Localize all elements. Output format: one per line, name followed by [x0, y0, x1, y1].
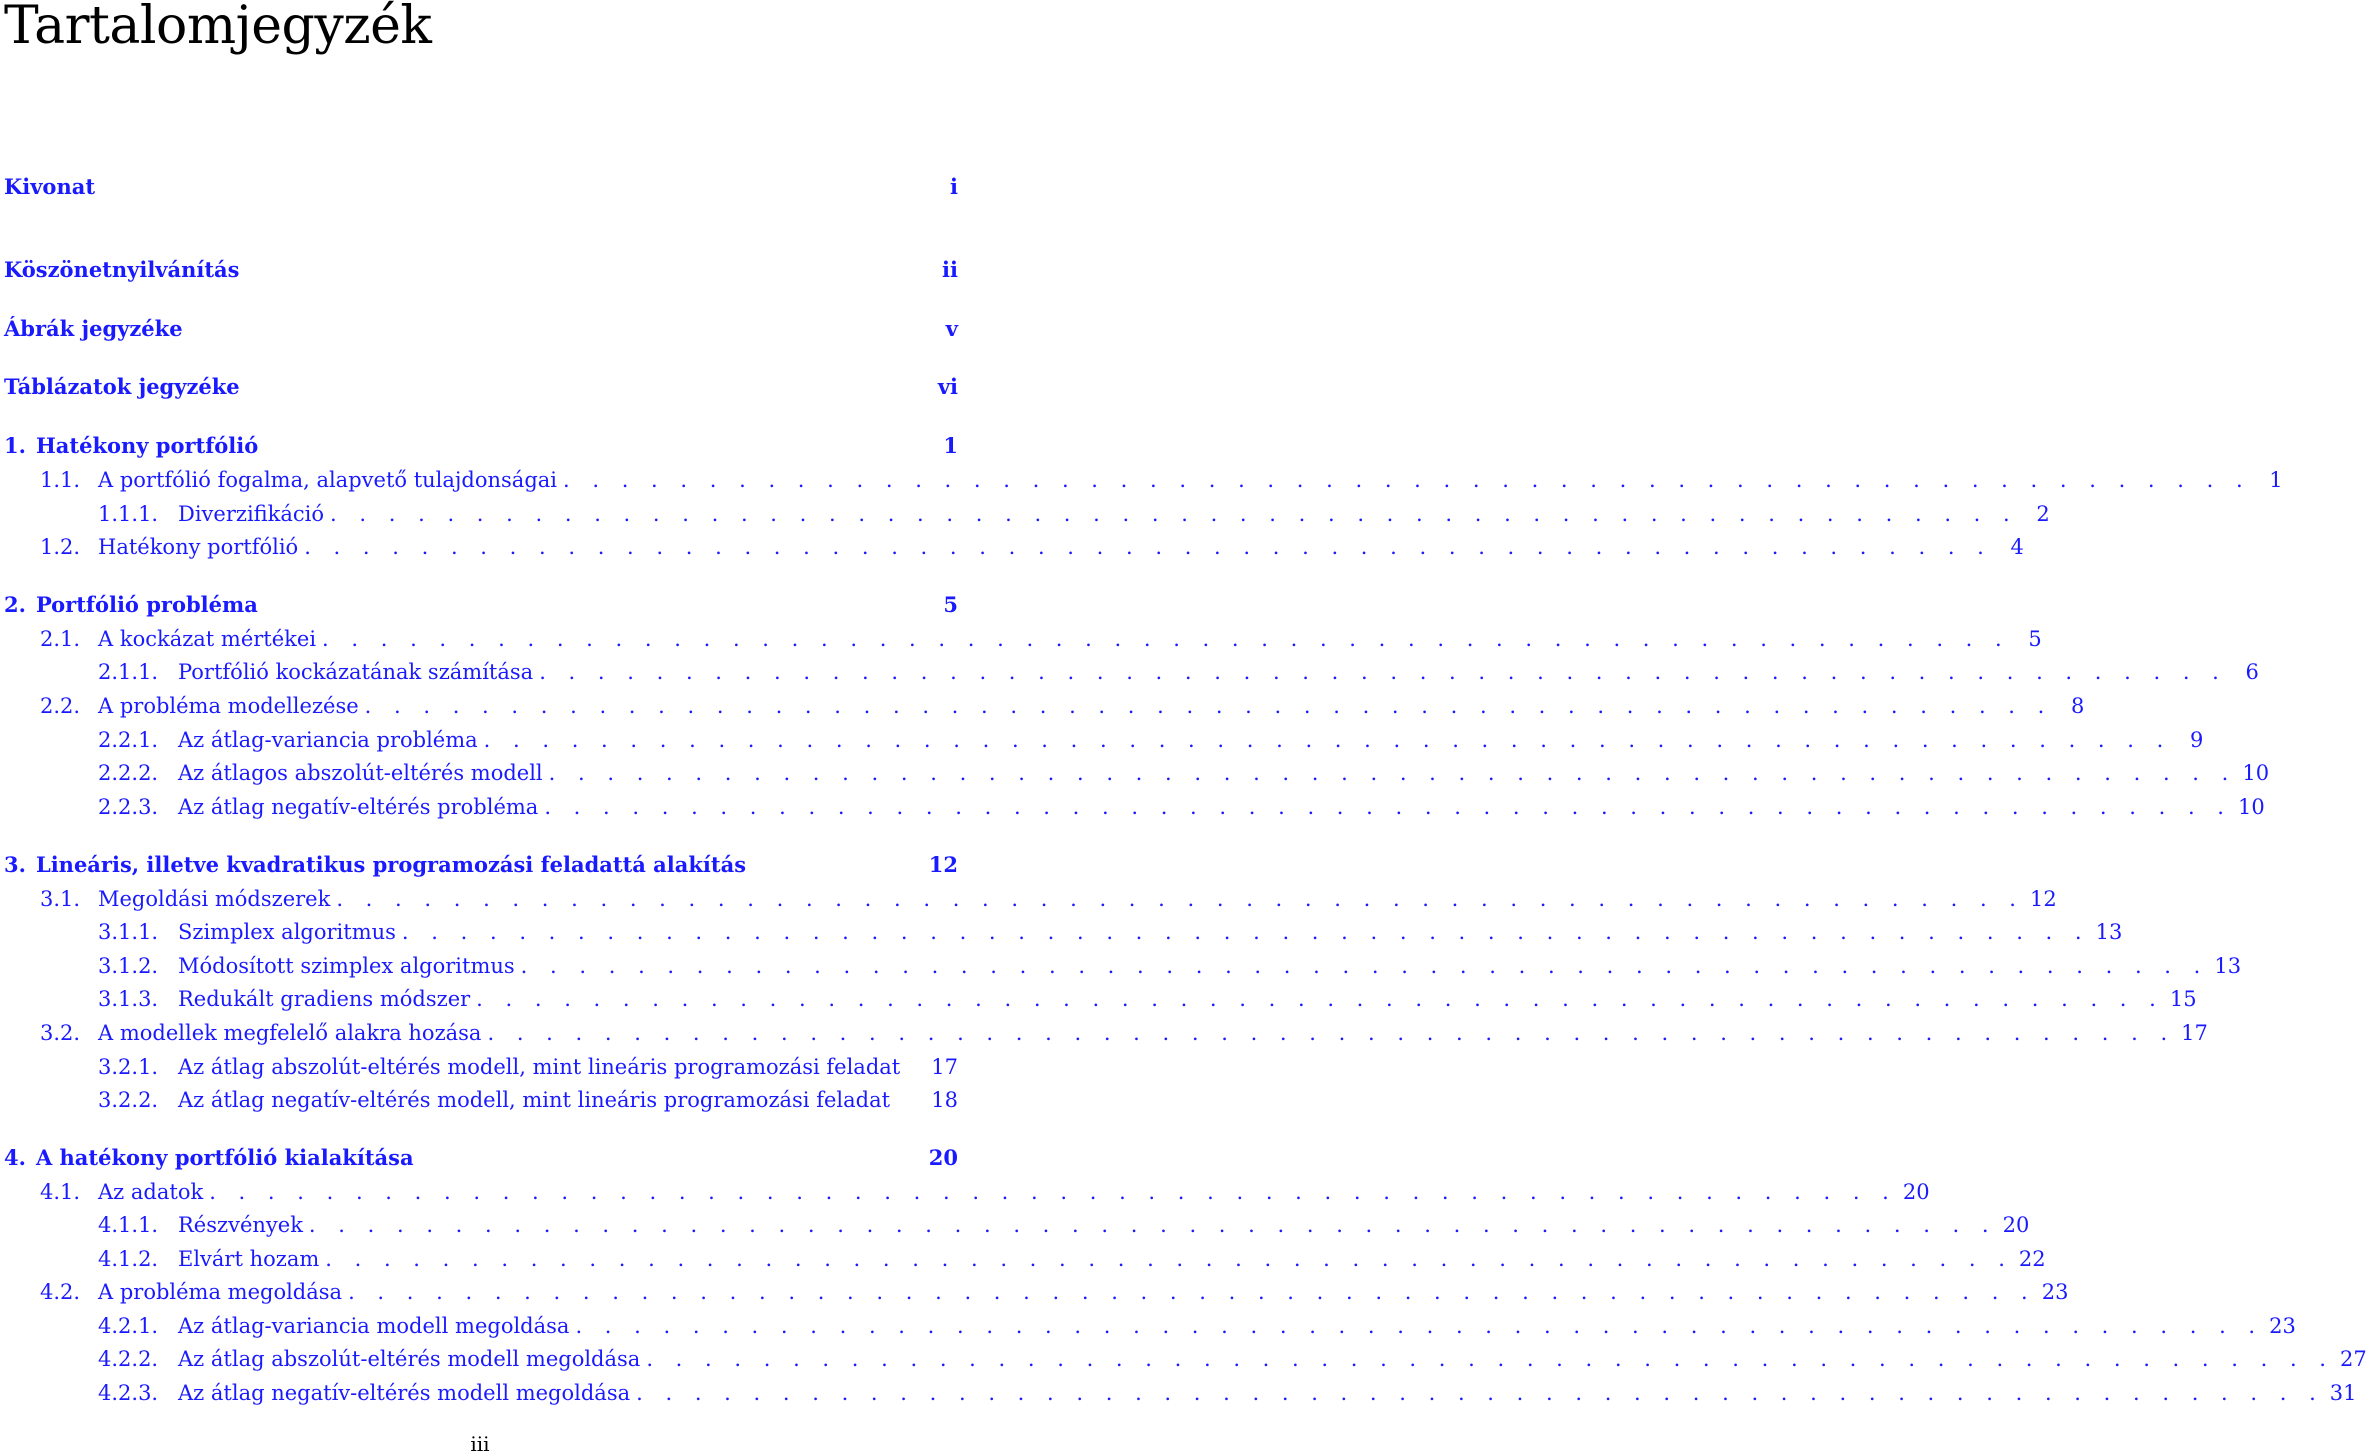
- toc-dot-leader: . . . . . . . . . . . . . . . . . . . . . . . . . . . . . . . . . . . . . . . . . . . . . . . . . . . . . . . . . .: [563, 468, 2251, 492]
- toc-dot-leader: . . . . . . . . . . . . . . . . . . . . . . . . . . . . . . . . . . . . . . . . . . . . . . . . . . . . . . . . . .: [483, 728, 2172, 752]
- toc-dot-leader: . . . . . . . . . . . . . . . . . . . . . . . . . . . . . . . . . . . . . . . . . . . . . . . . . . . . . . . . . .: [476, 987, 2164, 1011]
- toc-entry-label: A probléma modellezése: [98, 694, 359, 718]
- toc-entry-number: 4.2.3.: [98, 1381, 159, 1405]
- toc-entry-number: 4.2.1.: [98, 1314, 159, 1338]
- toc-entry-number: 2.2.: [40, 694, 81, 718]
- toc-entry-page: 13: [2095, 920, 2123, 944]
- toc-section-3-2[interactable]: [4, 1018, 2208, 1048]
- toc-entry-page: 12: [2030, 887, 2057, 911]
- toc-entry-page: 17: [2181, 1021, 2208, 1045]
- toc-entry-label: Megoldási módszerek: [98, 887, 331, 911]
- toc-subsection-3-2-1[interactable]: [4, 1052, 958, 1082]
- toc-subsection-2-2-2[interactable]: [4, 758, 2270, 788]
- toc-entry-label: A kockázat mértékei: [98, 627, 317, 651]
- toc-entry-page: v: [945, 316, 958, 341]
- toc-subsection-4-2-1[interactable]: [4, 1311, 2296, 1341]
- toc-entry-page: 23: [2041, 1280, 2069, 1304]
- toc-entry-number: 2.2.2.: [98, 761, 159, 785]
- toc-entry-tablazatok-jegyzeke[interactable]: [4, 372, 958, 402]
- toc-entry-page: 4: [2010, 535, 2024, 559]
- toc-entry-number: 2.2.1.: [98, 728, 159, 752]
- toc-subsection-3-1-1[interactable]: [4, 917, 2123, 947]
- toc-entry-abrak-jegyzeke[interactable]: [4, 314, 958, 344]
- toc-entry-number: 3.: [4, 852, 26, 877]
- toc-entry-number: 4.2.: [40, 1280, 81, 1304]
- toc-dot-leader: . . . . . . . . . . . . . . . . . . . . . . . . . . . . . . . . . . . . . . . . . . . . . . . . . . . . . . . . . .: [308, 1213, 1997, 1237]
- toc-subsection-4-2-3[interactable]: [4, 1378, 2357, 1408]
- toc-entry-number: 3.1.2.: [98, 954, 159, 978]
- toc-dot-leader: . . . . . . . . . . . . . . . . . . . . . . . . . . . . . . . . . . . . . . . . . . . . . . . . . . . . . . . . . .: [325, 1247, 2013, 1271]
- toc-entry-label: A modellek megfelelő alakra hozása: [98, 1021, 482, 1045]
- toc-entry-label: Az átlagos abszolút-eltérés modell: [178, 761, 543, 785]
- toc-subsection-3-1-2[interactable]: [4, 951, 2242, 981]
- toc-entry-page: 20: [928, 1145, 958, 1170]
- toc-entry-page: 15: [2169, 987, 2197, 1011]
- toc-entry-label: Az átlag abszolút-eltérés modell megoldása: [178, 1347, 641, 1371]
- toc-dot-leader: . . . . . . . . . . . . . . . . . . . . . . . . . . . . . . . . . . . . . . . . . . . . . . . . . . . . . . . . . .: [364, 694, 2053, 718]
- toc-section-4-1[interactable]: [4, 1177, 1930, 1207]
- toc-subsection-4-2-2[interactable]: [4, 1344, 2367, 1374]
- toc-entry-page: 12: [928, 852, 958, 877]
- toc-chapter-4[interactable]: [4, 1143, 958, 1173]
- toc-chapter-2[interactable]: [4, 590, 958, 620]
- toc-chapter-1[interactable]: [4, 431, 958, 461]
- toc-entry-page: 5: [943, 592, 958, 617]
- toc-dot-leader: . . . . . . . . . . . . . . . . . . . . . . . . . . . . . . . . . . . . . . . . . . . . . . . . . . . . . . . . . .: [322, 627, 2010, 651]
- toc-chapter-3[interactable]: [4, 850, 958, 880]
- toc-entry-page: vi: [937, 374, 958, 399]
- toc-entry-label: Ábrák jegyzéke: [4, 316, 183, 341]
- toc-entry-page: ii: [942, 257, 958, 282]
- toc-entry-page: 22: [2018, 1247, 2046, 1271]
- toc-entry-label: Az adatok: [98, 1180, 204, 1204]
- toc-entry-number: 1.1.: [40, 468, 81, 492]
- toc-entry-page: 20: [1902, 1180, 1930, 1204]
- toc-entry-number: 4.2.2.: [98, 1347, 159, 1371]
- toc-subsection-4-1-2[interactable]: [4, 1244, 2046, 1274]
- toc-entry-number: 2.2.3.: [98, 795, 159, 819]
- toc-entry-label: Diverzifikáció: [178, 502, 325, 526]
- toc-dot-leader: . . . . . . . . . . . . . . . . . . . . . . . . . . . . . . . . . . . . . . . . . . . . . . . . . . . . . . . . . .: [348, 1280, 2036, 1304]
- toc-subsection-2-2-3[interactable]: [4, 792, 2265, 822]
- toc-entry-label: Redukált gradiens módszer: [178, 987, 471, 1011]
- toc-entry-label: Portfólió probléma: [35, 592, 258, 617]
- toc-entry-number: 1.2.: [40, 535, 81, 559]
- toc-entry-number: 2.: [4, 592, 26, 617]
- toc-entry-number: 2.1.: [40, 627, 81, 651]
- toc-entry-page: 13: [2214, 954, 2242, 978]
- toc-entry-label: Elvárt hozam: [178, 1247, 320, 1271]
- toc-entry-label: Részvények: [178, 1213, 303, 1237]
- toc-subsection-1-1-1[interactable]: [4, 499, 2050, 529]
- toc-entry-number: 4.1.2.: [98, 1247, 159, 1271]
- toc-entry-number: 3.1.3.: [98, 987, 159, 1011]
- toc-entry-number: 1.1.1.: [98, 502, 159, 526]
- toc-entry-label: Az átlag abszolút-eltérés modell, mint lineáris programozási feladat: [178, 1055, 901, 1079]
- toc-section-1-1[interactable]: [4, 465, 2283, 495]
- toc-entry-number: 3.2.1.: [98, 1055, 159, 1079]
- toc-entry-number: 4.1.: [40, 1180, 81, 1204]
- toc-entry-page: 27: [2339, 1347, 2367, 1371]
- toc-entry-label: Szimplex algoritmus: [178, 920, 396, 944]
- toc-entry-label: A portfólió fogalma, alapvető tulajdonságai: [98, 468, 557, 492]
- toc-entry-page: 1: [2269, 468, 2283, 492]
- toc-section-2-1[interactable]: [4, 624, 2042, 654]
- toc-entry-number: 2.1.1.: [98, 660, 159, 684]
- toc-section-4-2[interactable]: [4, 1277, 2069, 1307]
- toc-dot-leader: . . . . . . . . . . . . . . . . . . . . . . . . . . . . . . . . . . . . . . . . . . . . . . . . . . . . . . . . . .: [304, 535, 1992, 559]
- toc-dot-leader: . . . . . . . . . . . . . . . . . . . . . . . . . . . . . . . . . . . . . . . . . . . . . . . . . . . . . . . . . .: [539, 660, 2227, 684]
- toc-dot-leader: . . . . . . . . . . . . . . . . . . . . . . . . . . . . . . . . . . . . . . . . . . . . . . . . . . . . . . . . . .: [548, 761, 2237, 785]
- toc-entry-label: Az átlag-variancia probléma: [178, 728, 478, 752]
- toc-entry-label: Az átlag negatív-eltérés probléma: [178, 795, 539, 819]
- toc-entry-page: 5: [2028, 627, 2042, 651]
- toc-entry-label: Az átlag negatív-eltérés modell, mint lineáris programozási feladat: [178, 1088, 891, 1112]
- toc-entry-label: Módosított szimplex algoritmus: [178, 954, 515, 978]
- toc-entry-label: Az átlag-variancia modell megoldása: [178, 1314, 570, 1338]
- toc-entry-number: 3.2.: [40, 1021, 81, 1045]
- toc-dot-leader: . . . . . . . . . . . . . . . . . . . . . . . . . . . . . . . . . . . . . . . . . . . . . . . . . . . . . . . . . .: [520, 954, 2209, 978]
- toc-entry-label: Táblázatok jegyzéke: [4, 374, 240, 399]
- toc-entry-page: 10: [2238, 795, 2265, 819]
- toc-entry-label: Lineáris, illetve kvadratikus programozási feladattá alakítás: [35, 852, 747, 877]
- toc-entry-page: 23: [2269, 1314, 2296, 1338]
- toc-entry-page: 9: [2189, 728, 2204, 752]
- toc-dot-leader: . . . . . . . . . . . . . . . . . . . . . . . . . . . . . . . . . . . . . . . . . . . . . . . . . . . . . . . . . .: [636, 1381, 2324, 1405]
- footer-page-number: iii: [470, 1432, 490, 1456]
- toc-entry-number: 3.2.2.: [98, 1088, 159, 1112]
- toc-subsection-3-2-2[interactable]: [4, 1085, 958, 1115]
- toc-entry-page: 6: [2245, 660, 2259, 684]
- toc-subsection-4-1-1[interactable]: [4, 1210, 2030, 1240]
- toc-entry-label: Kivonat: [4, 174, 96, 199]
- toc-section-1-2[interactable]: [4, 532, 2024, 562]
- toc-entry-label: Köszönetnyilvánítás: [4, 257, 240, 282]
- toc-entry-page: i: [950, 174, 958, 199]
- toc-entry-number: 1.: [4, 433, 26, 458]
- toc-entry-kivonat[interactable]: [4, 172, 958, 202]
- toc-entry-number: 3.1.1.: [98, 920, 159, 944]
- toc-entry-label: A probléma megoldása: [98, 1280, 343, 1304]
- toc-entry-page: 31: [2329, 1381, 2357, 1405]
- toc-subsection-2-1-1[interactable]: [4, 657, 2259, 687]
- toc-entry-page: 18: [931, 1088, 958, 1112]
- toc-section-3-1[interactable]: [4, 884, 2057, 914]
- toc-entry-page: 20: [2002, 1213, 2030, 1237]
- toc-dot-leader: . . . . . . . . . . . . . . . . . . . . . . . . . . . . . . . . . . . . . . . . . . . . . . . . . . . . . . . . . .: [646, 1347, 2334, 1371]
- page-title: Tartalomjegyzék: [4, 0, 432, 56]
- toc-entry-page: 17: [931, 1055, 958, 1079]
- toc-entry-label: Portfólió kockázatának számítása: [178, 660, 534, 684]
- toc-dot-leader: . . . . . . . . . . . . . . . . . . . . . . . . . . . . . . . . . . . . . . . . . . . . . . . . . . . . . . . . . .: [575, 1314, 2264, 1338]
- toc-subsection-3-1-3[interactable]: [4, 984, 2197, 1014]
- toc-dot-leader: . . . . . . . . . . . . . . . . . . . . . . . . . . . . . . . . . . . . . . . . . . . . . . . . . . . . . . . . . .: [544, 795, 2232, 819]
- toc-entry-page: 2: [2036, 502, 2050, 526]
- toc-dot-leader: . . . . . . . . . . . . . . . . . . . . . . . . . . . . . . . . . . . . . . . . . . . . . . . . . . . . . . . . . .: [209, 1180, 1897, 1204]
- toc-entry-label: Hatékony portfólió: [98, 535, 299, 559]
- toc-section-2-2[interactable]: [4, 691, 2085, 721]
- toc-entry-label: Az átlag negatív-eltérés modell megoldása: [178, 1381, 631, 1405]
- toc-entry-label: A hatékony portfólió kialakítása: [35, 1145, 414, 1170]
- toc-dot-leader: . . . . . . . . . . . . . . . . . . . . . . . . . . . . . . . . . . . . . . . . . . . . . . . . . . . . . . . . . .: [336, 887, 2024, 911]
- toc-entry-page: 1: [943, 433, 958, 458]
- toc-entry-page: 10: [2242, 761, 2270, 785]
- toc-subsection-2-2-1[interactable]: [4, 725, 2204, 755]
- toc-entry-number: 4.1.1.: [98, 1213, 159, 1237]
- toc-entry-page: 8: [2070, 694, 2085, 718]
- toc-entry-number: 3.1.: [40, 887, 81, 911]
- toc-entry-label: Hatékony portfólió: [35, 433, 259, 458]
- toc-dot-leader: . . . . . . . . . . . . . . . . . . . . . . . . . . . . . . . . . . . . . . . . . . . . . . . . . . . . . . . . . .: [487, 1021, 2176, 1045]
- toc-dot-leader: . . . . . . . . . . . . . . . . . . . . . . . . . . . . . . . . . . . . . . . . . . . . . . . . . . . . . . . . . .: [401, 920, 2090, 944]
- toc-entry-number: 4.: [4, 1145, 26, 1170]
- toc-dot-leader: . . . . . . . . . . . . . . . . . . . . . . . . . . . . . . . . . . . . . . . . . . . . . . . . . . . . . . . . . .: [330, 502, 2018, 526]
- toc-entry-koszonetnyilvanitas[interactable]: [4, 255, 958, 285]
